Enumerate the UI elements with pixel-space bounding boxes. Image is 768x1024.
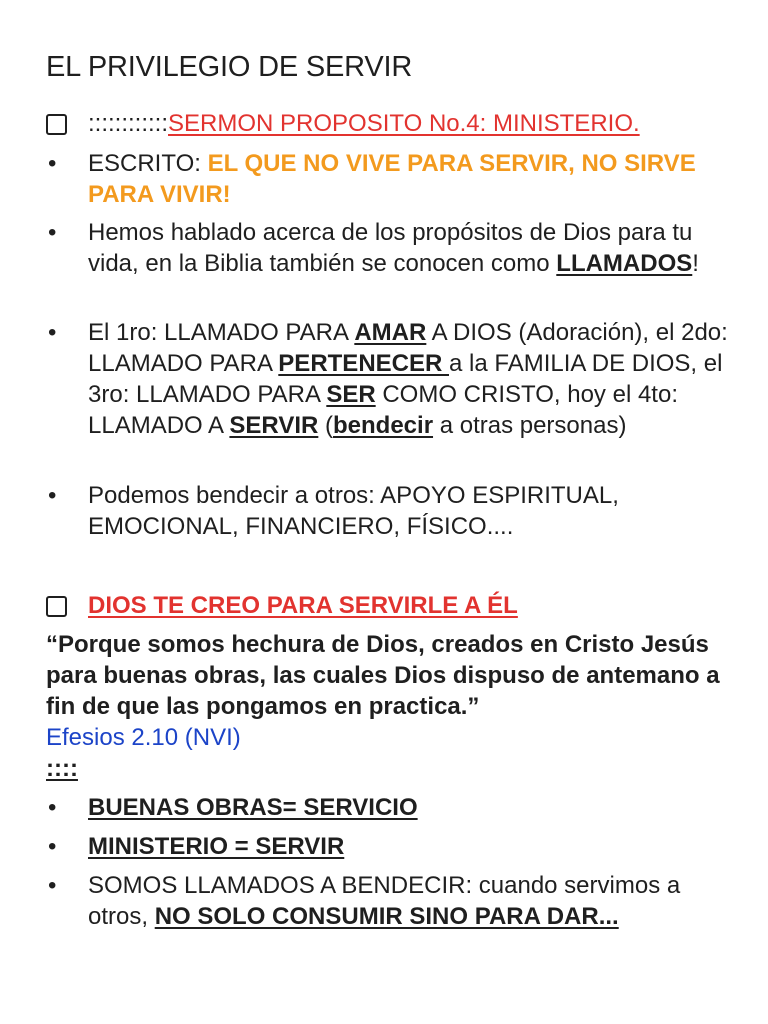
dotted-prefix: :::::::::::: <box>88 110 169 137</box>
llamados-text-5: ( <box>318 412 333 439</box>
bullet-icon: • <box>48 794 57 821</box>
list-item-propositos <box>46 217 728 279</box>
list-item-somos-llamados <box>46 870 728 932</box>
ministerio-text: MINISTERIO = SERVIR <box>88 833 345 860</box>
escrito-label: ESCRITO: <box>88 150 208 177</box>
checklist-item-dios-te-creo <box>46 590 728 621</box>
propositos-text: Hemos hablado acerca de los propósitos de Dios para tu vida, en la Biblia también se conocen como <box>88 219 693 277</box>
keyword-bendecir: bendecir <box>333 412 434 439</box>
sermon-heading: SERMON PROPOSITO No.4: MINISTERIO. <box>168 110 640 137</box>
checkbox-icon[interactable] <box>46 596 67 617</box>
list-item-llamados <box>46 317 728 441</box>
consumir-keyword: NO SOLO CONSUMIR SINO PARA DAR... <box>154 903 619 930</box>
llamados-text-6: a otras personas) <box>433 412 627 439</box>
somos-llamados-text: SOMOS LLAMADOS A BENDECIR: cuando servimos a otros, <box>88 872 681 930</box>
llamados-text-2: A DIOS (Adoración), el 2do: LLAMADO PARA <box>88 319 728 377</box>
escrito-quote: EL QUE NO VIVE PARA SERVIR, NO SIRVE PARA VIVIR! <box>88 150 696 208</box>
keyword-amar: AMAR <box>354 319 427 346</box>
buenas-obras-text: BUENAS OBRAS= SERVICIO <box>88 794 418 821</box>
bendecir-text: Podemos bendecir a otros: APOYO ESPIRITUAL, EMOCIONAL, FINANCIERO, FÍSICO.... <box>88 482 619 540</box>
bullet-icon: • <box>48 482 57 509</box>
propositos-end: ! <box>692 250 699 277</box>
llamados-text-4: COMO CRISTO, hoy el 4to: LLAMADO A <box>88 381 678 439</box>
keyword-ser: SER <box>326 381 376 408</box>
keyword-pertenecer: PERTENECER <box>278 350 449 377</box>
llamados-text-3: a la FAMILIA DE DIOS, el 3ro: LLAMADO PARA <box>88 350 723 408</box>
list-item-escrito <box>46 148 728 210</box>
list-item-bendecir <box>46 480 728 542</box>
llamados-text-1: El 1ro: LLAMADO PARA <box>88 319 355 346</box>
llamados-keyword: LLAMADOS <box>556 250 693 277</box>
bullet-icon: • <box>48 833 57 860</box>
checkbox-icon[interactable] <box>46 114 67 135</box>
dios-te-creo-heading: DIOS TE CREO PARA SERVIRLE A ÉL <box>88 592 518 619</box>
bullet-icon: • <box>48 219 57 246</box>
bible-quote: “Porque somos hechura de Dios, creados en Cristo Jesús para buenas obras, las cuales Dios dispuso de antemano a fin de que las pongamos en practica.” <box>46 631 720 720</box>
page-title: EL PRIVILEGIO DE SERVIR <box>46 51 413 83</box>
bullet-icon: • <box>48 319 57 346</box>
bullet-icon: • <box>48 872 57 899</box>
keyword-servir: SERVIR <box>229 412 319 439</box>
separator: :::: <box>46 755 78 782</box>
list-item-buenas-obras <box>46 792 728 823</box>
checklist-item-sermon <box>46 108 728 139</box>
list-item-ministerio <box>46 831 728 862</box>
bullet-icon: • <box>48 150 57 177</box>
bible-reference: Efesios 2.10 (NVI) <box>46 724 241 751</box>
